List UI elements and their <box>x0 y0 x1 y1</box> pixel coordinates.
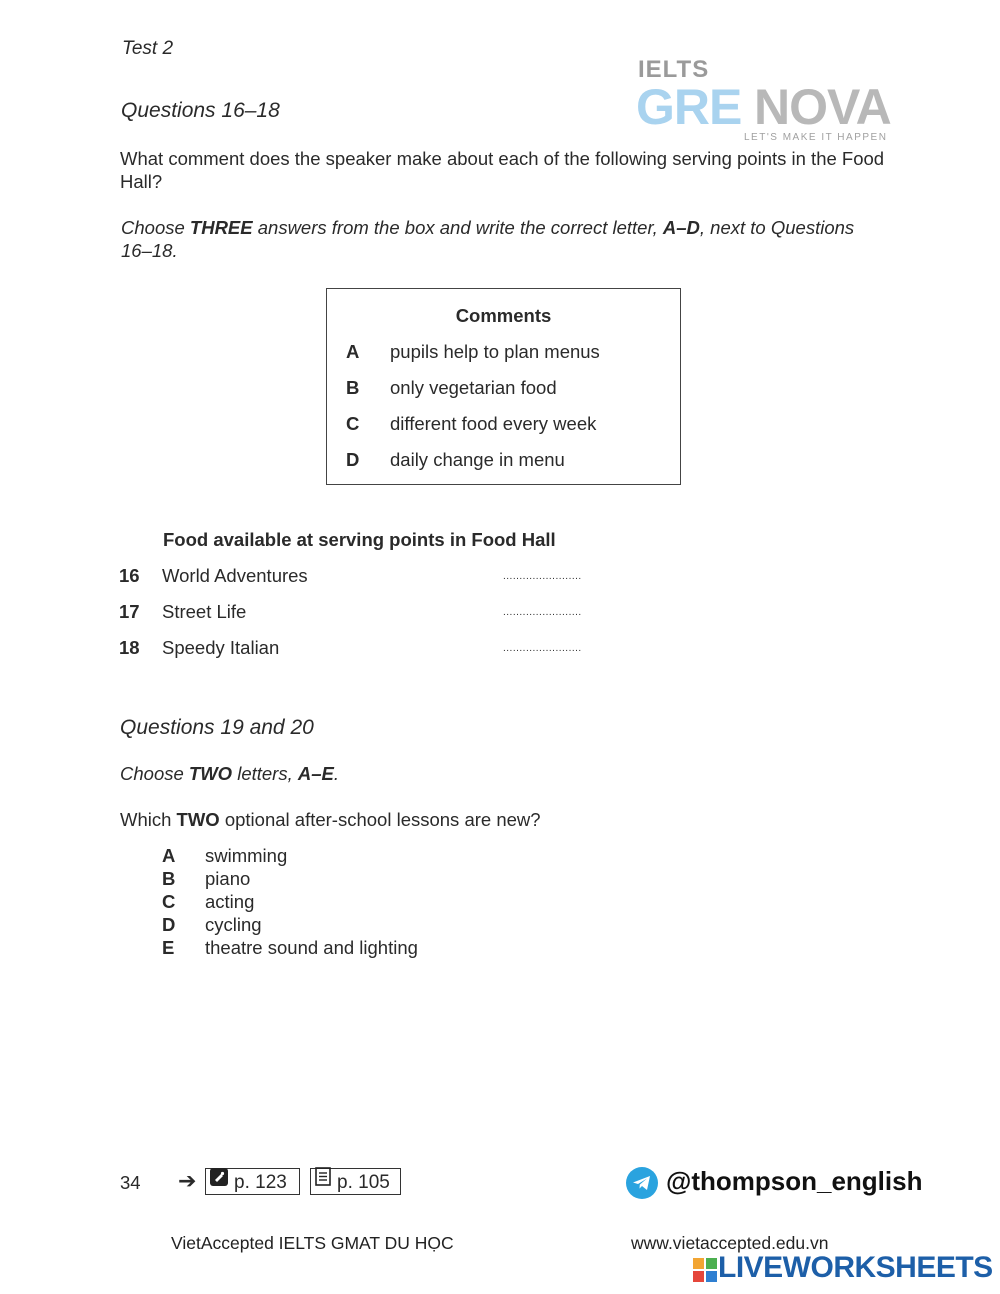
lesson-option-a[interactable]: A swimming <box>162 845 288 866</box>
food-hall-heading: Food available at serving points in Food Hall <box>163 529 556 550</box>
comment-option-b: B only vegetarian food <box>346 377 557 398</box>
questions-19-20-choose-instruction: Choose TWO letters, A–E. <box>120 763 340 784</box>
liveworksheets-brand: LIVEWORKSHEETS <box>718 1251 993 1284</box>
question-number: 17 <box>119 601 140 622</box>
logo-ielts-text: IELTS <box>638 56 710 83</box>
lesson-option-c[interactable]: C acting <box>162 891 255 912</box>
footer-organization: VietAccepted IELTS GMAT DU HỌC <box>171 1233 454 1253</box>
questions-16-18-choose-instruction: Choose THREE answers from the box and write the correct letter, A–D, next to Questions 16–18. <box>121 217 855 261</box>
lesson-option-b[interactable]: B piano <box>162 868 251 889</box>
comments-box <box>326 288 681 485</box>
page-number: 34 <box>120 1172 141 1193</box>
answer-blank-17[interactable]: ........................ <box>503 607 582 618</box>
footer-website-link[interactable]: www.vietaccepted.edu.vn <box>631 1233 829 1253</box>
answer-key-icon <box>315 1167 331 1194</box>
telegram-icon <box>626 1167 658 1199</box>
questions-19-20-question: Which TWO optional after-school lessons are new? <box>120 809 541 830</box>
serving-point-name: World Adventures <box>162 565 308 586</box>
comment-option-a: A pupils help to plan menus <box>346 341 600 362</box>
questions-16-18-instruction: What comment does the speaker make about each of the following serving points in the Food Hall? <box>120 148 885 192</box>
comments-title: Comments <box>455 305 552 326</box>
comment-option-c: C different food every week <box>346 413 597 434</box>
question-17-row <box>119 601 589 623</box>
test-label: Test 2 <box>122 38 174 59</box>
answer-blank-18[interactable]: ........................ <box>503 643 582 654</box>
lesson-option-d[interactable]: D cycling <box>162 914 262 935</box>
question-16-row <box>119 565 589 587</box>
questions-16-18-heading: Questions 16–18 <box>121 99 280 122</box>
serving-point-name: Speedy Italian <box>162 637 280 658</box>
logo-nova-text: NOVA <box>754 79 891 135</box>
audio-script-page: p. 123 <box>234 1172 287 1193</box>
question-number: 16 <box>119 565 140 586</box>
telegram-handle[interactable]: @thompson_english <box>666 1166 923 1196</box>
comment-option-d: D daily change in menu <box>346 449 565 470</box>
answer-key-page-ref[interactable] <box>310 1168 401 1195</box>
arrow-right-icon: ➔ <box>178 1168 197 1193</box>
lesson-option-e[interactable]: E theatre sound and lighting <box>162 937 418 958</box>
ielts-grenova-logo <box>636 56 896 148</box>
audio-script-page-ref[interactable] <box>205 1168 300 1195</box>
question-18-row <box>119 637 589 659</box>
logo-gre-text: GRE <box>636 79 742 135</box>
answer-key-page: p. 105 <box>337 1172 390 1193</box>
questions-19-20-heading: Questions 19 and 20 <box>120 716 314 739</box>
question-number: 18 <box>119 637 140 658</box>
audio-script-icon <box>210 1167 228 1194</box>
serving-point-name: Street Life <box>162 601 247 622</box>
liveworksheets-logo-icon <box>693 1258 717 1282</box>
answer-blank-16[interactable]: ........................ <box>503 571 582 582</box>
logo-slogan: LET'S MAKE IT HAPPEN <box>744 132 888 143</box>
